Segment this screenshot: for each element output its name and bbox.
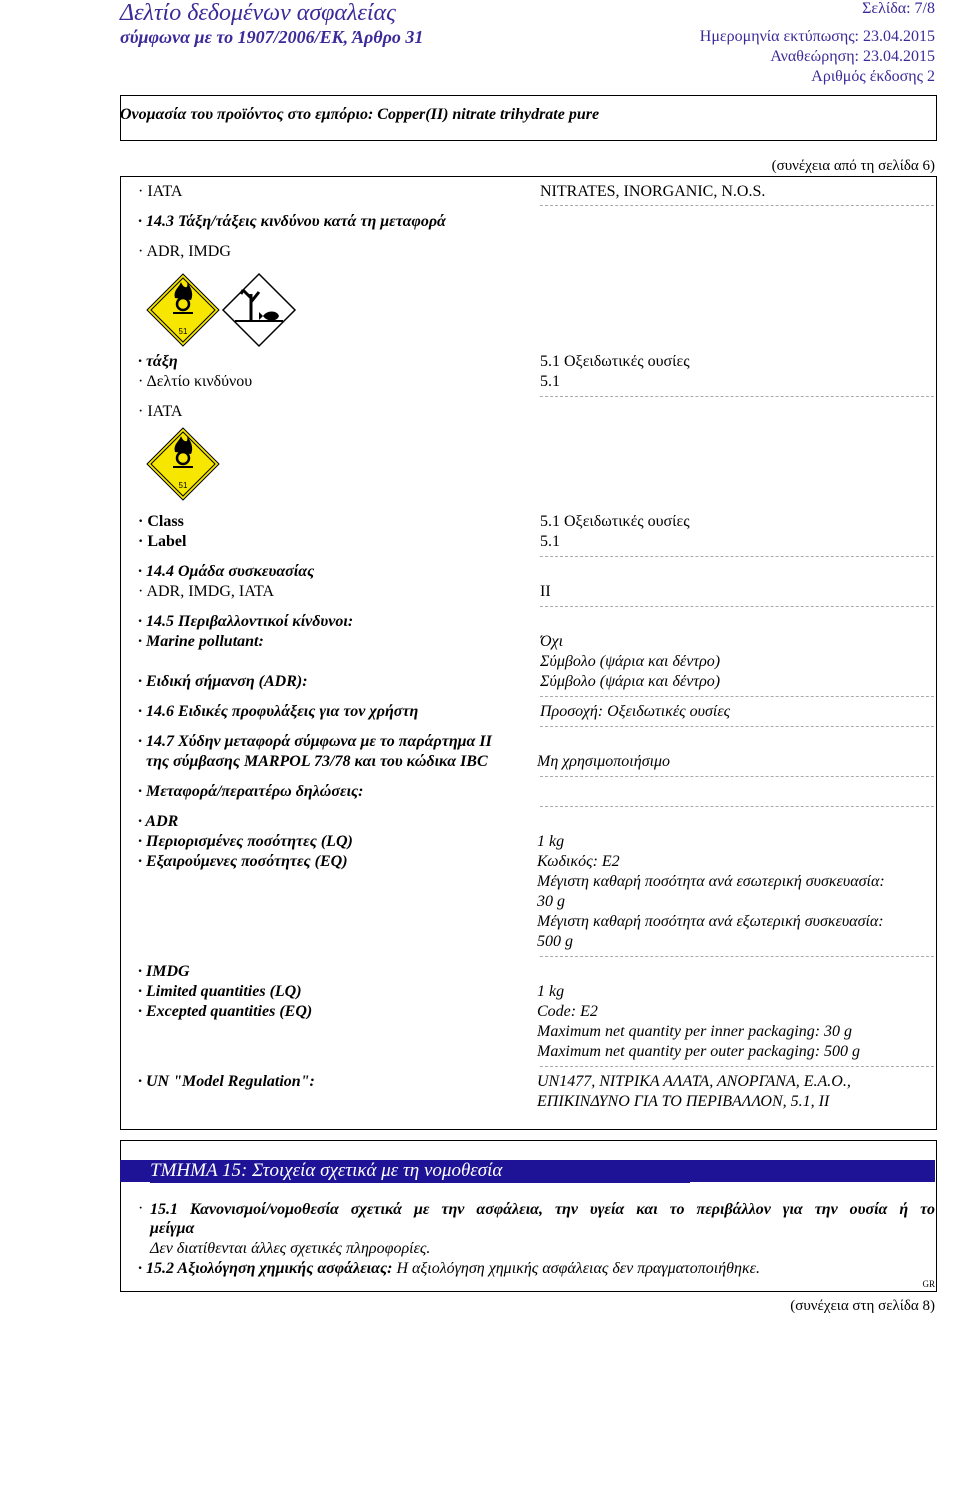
imdg-eq-outer: Maximum net quantity per outer packaging: 500 g bbox=[537, 1043, 861, 1060]
divider bbox=[540, 726, 934, 727]
s14-4-label: · ADR, IMDG, IATA bbox=[138, 583, 275, 600]
hazard-pictograms bbox=[145, 272, 297, 348]
pictogram-number: 51 bbox=[178, 481, 188, 490]
divider bbox=[540, 956, 934, 957]
s14-3-adr-imdg: · ADR, IMDG bbox=[138, 243, 231, 260]
iata-name-value: NITRATES, INORGANIC, N.O.S. bbox=[540, 183, 766, 200]
divider bbox=[540, 1066, 934, 1067]
continued-to: (συνέχεια στη σελίδα 8) bbox=[790, 1298, 935, 1314]
divider bbox=[540, 606, 934, 607]
s14-7-value: Μη χρησιμοποιήσιμο bbox=[537, 753, 671, 770]
transport-further: · Μεταφορά/περαιτέρω δηλώσεις: bbox=[138, 783, 364, 800]
s14-6-label: · 14.6 Ειδικές προφυλάξεις για τον χρήστη bbox=[138, 703, 419, 720]
document-subtitle: σύμφωνα με το 1907/2006/ΕΚ, Άρθρο 31 bbox=[120, 27, 424, 47]
s14-3-hazard-label: · Δελτίο κινδύνου bbox=[138, 373, 253, 390]
s15-2-label: · 15.2 Αξιολόγηση χημικής ασφάλειας: bbox=[138, 1260, 393, 1277]
section-15-header bbox=[120, 1160, 935, 1186]
adr-eq-label: · Εξαιρούμενες ποσότητες (EQ) bbox=[138, 853, 348, 870]
s14-3-hazard-value: 5.1 bbox=[540, 373, 560, 390]
country-code: GR bbox=[922, 1279, 935, 1289]
page-number: Σελίδα: 7/8 bbox=[862, 0, 935, 17]
iata-name-label: · IATA bbox=[138, 183, 183, 200]
imdg-eq-label: · Excepted quantities (EQ) bbox=[138, 1003, 313, 1020]
divider bbox=[540, 556, 934, 557]
adr-eq-outer-2: 500 g bbox=[537, 933, 573, 950]
s14-6-value: Προσοχή: Οξειδωτικές ουσίες bbox=[540, 703, 731, 720]
s14-3-iata: · IATA bbox=[138, 403, 183, 420]
continued-from: (συνέχεια από τη σελίδα 6) bbox=[771, 158, 935, 174]
imdg-lq-value: 1 kg bbox=[537, 983, 565, 1000]
divider bbox=[540, 396, 934, 397]
s15-1-bullet: · bbox=[138, 1200, 144, 1217]
divider bbox=[540, 205, 934, 206]
imdg-eq-code: Code: E2 bbox=[537, 1003, 598, 1020]
divider bbox=[540, 776, 934, 777]
imdg-eq-inner: Maximum net quantity per inner packaging: 30 g bbox=[537, 1023, 853, 1040]
s15-1-text: Δεν διατίθενται άλλες σχετικές πληροφορίες. bbox=[150, 1240, 431, 1257]
oxidizer-icon bbox=[147, 274, 219, 346]
environment-hazard-icon bbox=[223, 274, 295, 346]
document-title: Δελτίο δεδομένων ασφαλείας bbox=[120, 0, 396, 26]
product-name: Ονομασία του προϊόντος στο εμπόριο: Copper(II) nitrate trihydrate pure bbox=[120, 106, 600, 123]
s14-3-iata-class-label: · Class bbox=[138, 513, 184, 530]
imdg-lq-label: · Limited quantities (LQ) bbox=[138, 983, 302, 1000]
adr-eq-inner-2: 30 g bbox=[537, 893, 565, 910]
print-date: Ημερομηνία εκτύπωσης: 23.04.2015 bbox=[699, 28, 935, 45]
s14-5-special-label: · Ειδική σήμανση (ADR): bbox=[138, 673, 308, 690]
s14-3-iata-label-value: 5.1 bbox=[540, 533, 560, 550]
s14-5-marine-value: Όχι bbox=[540, 633, 564, 650]
s14-3-class-label: · τάξη bbox=[138, 353, 178, 370]
s15-1-heading-line2: μείγμα bbox=[150, 1220, 195, 1237]
s14-3-heading: · 14.3 Τάξη/τάξεις κινδύνου κατά τη μεταφορά bbox=[138, 213, 446, 230]
un-model-value-1: UN1477, ΝΙΤΡΙΚΑ ΑΛΑΤΑ, ΑΝΟΡΓΑΝΑ, Ε.Α.Ο., bbox=[537, 1073, 851, 1090]
s14-5-marine-value2: Σύμβολο (ψάρια και δέντρο) bbox=[540, 653, 721, 670]
s14-4-value: II bbox=[540, 583, 551, 600]
adr-lq-label: · Περιορισμένες ποσότητες (LQ) bbox=[138, 833, 353, 850]
s14-3-class-value: 5.1 Οξειδωτικές ουσίες bbox=[540, 353, 690, 370]
divider bbox=[540, 696, 934, 697]
version-number: Αριθμός έκδοσης 2 bbox=[811, 68, 935, 85]
s14-3-iata-class-value: 5.1 Οξειδωτικές ουσίες bbox=[540, 513, 690, 530]
adr-eq-code: Κωδικός: E2 bbox=[537, 853, 620, 870]
s15-1-heading-line1: 15.1 Κανονισμοί/νομοθεσία σχετικά με την ασφάλεια, την υγεία και το περιβάλλον για την ουσία ή το bbox=[150, 1201, 935, 1218]
s15-2-text: Η αξιολόγηση χημικής ασφάλειας δεν πραγματοποιήθηκε. bbox=[392, 1260, 760, 1277]
s14-5-marine-label: · Marine pollutant: bbox=[138, 633, 264, 650]
section-15-underline bbox=[150, 1182, 690, 1183]
s14-7-line2: της σύμβασης MARPOL 73/78 και του κώδικα IBC bbox=[146, 753, 488, 770]
un-model-label: · UN "Model Regulation": bbox=[138, 1073, 315, 1090]
oxidizer-pictogram bbox=[145, 426, 221, 502]
adr-eq-inner-1: Μέγιστη καθαρή ποσότητα ανά εσωτερική συσκευασία: bbox=[537, 873, 885, 890]
s14-7-line1: · 14.7 Χύδην μεταφορά σύμφωνα με το παράρτημα II bbox=[138, 733, 492, 750]
imdg-heading: · IMDG bbox=[138, 963, 190, 980]
s14-4-heading: · 14.4 Ομάδα συσκευασίας bbox=[138, 563, 315, 580]
section-15-title: ΤΜΗΜΑ 15: Στοιχεία σχετικά με τη νομοθεσία bbox=[150, 1160, 503, 1181]
revision-date: Αναθεώρηση: 23.04.2015 bbox=[770, 48, 935, 65]
pictogram-number: 51 bbox=[178, 327, 188, 336]
divider bbox=[540, 806, 934, 807]
adr-eq-outer-1: Μέγιστη καθαρή ποσότητα ανά εξωτερική συσκευασία: bbox=[537, 913, 884, 930]
un-model-value-2: ΕΠΙΚΙΝΔΥΝΟ ΓΙΑ ΤΟ ΠΕΡΙΒΑΛΛΟΝ, 5.1, II bbox=[537, 1093, 830, 1110]
adr-lq-value: 1 kg bbox=[537, 833, 565, 850]
s14-5-heading: · 14.5 Περιβαλλοντικοί κίνδυνοι: bbox=[138, 613, 354, 630]
adr-heading: · ADR bbox=[138, 813, 179, 830]
s15-2-line bbox=[138, 1260, 760, 1278]
s14-5-special-value: Σύμβολο (ψάρια και δέντρο) bbox=[540, 673, 721, 690]
s14-3-iata-label-label: · Label bbox=[138, 533, 187, 550]
